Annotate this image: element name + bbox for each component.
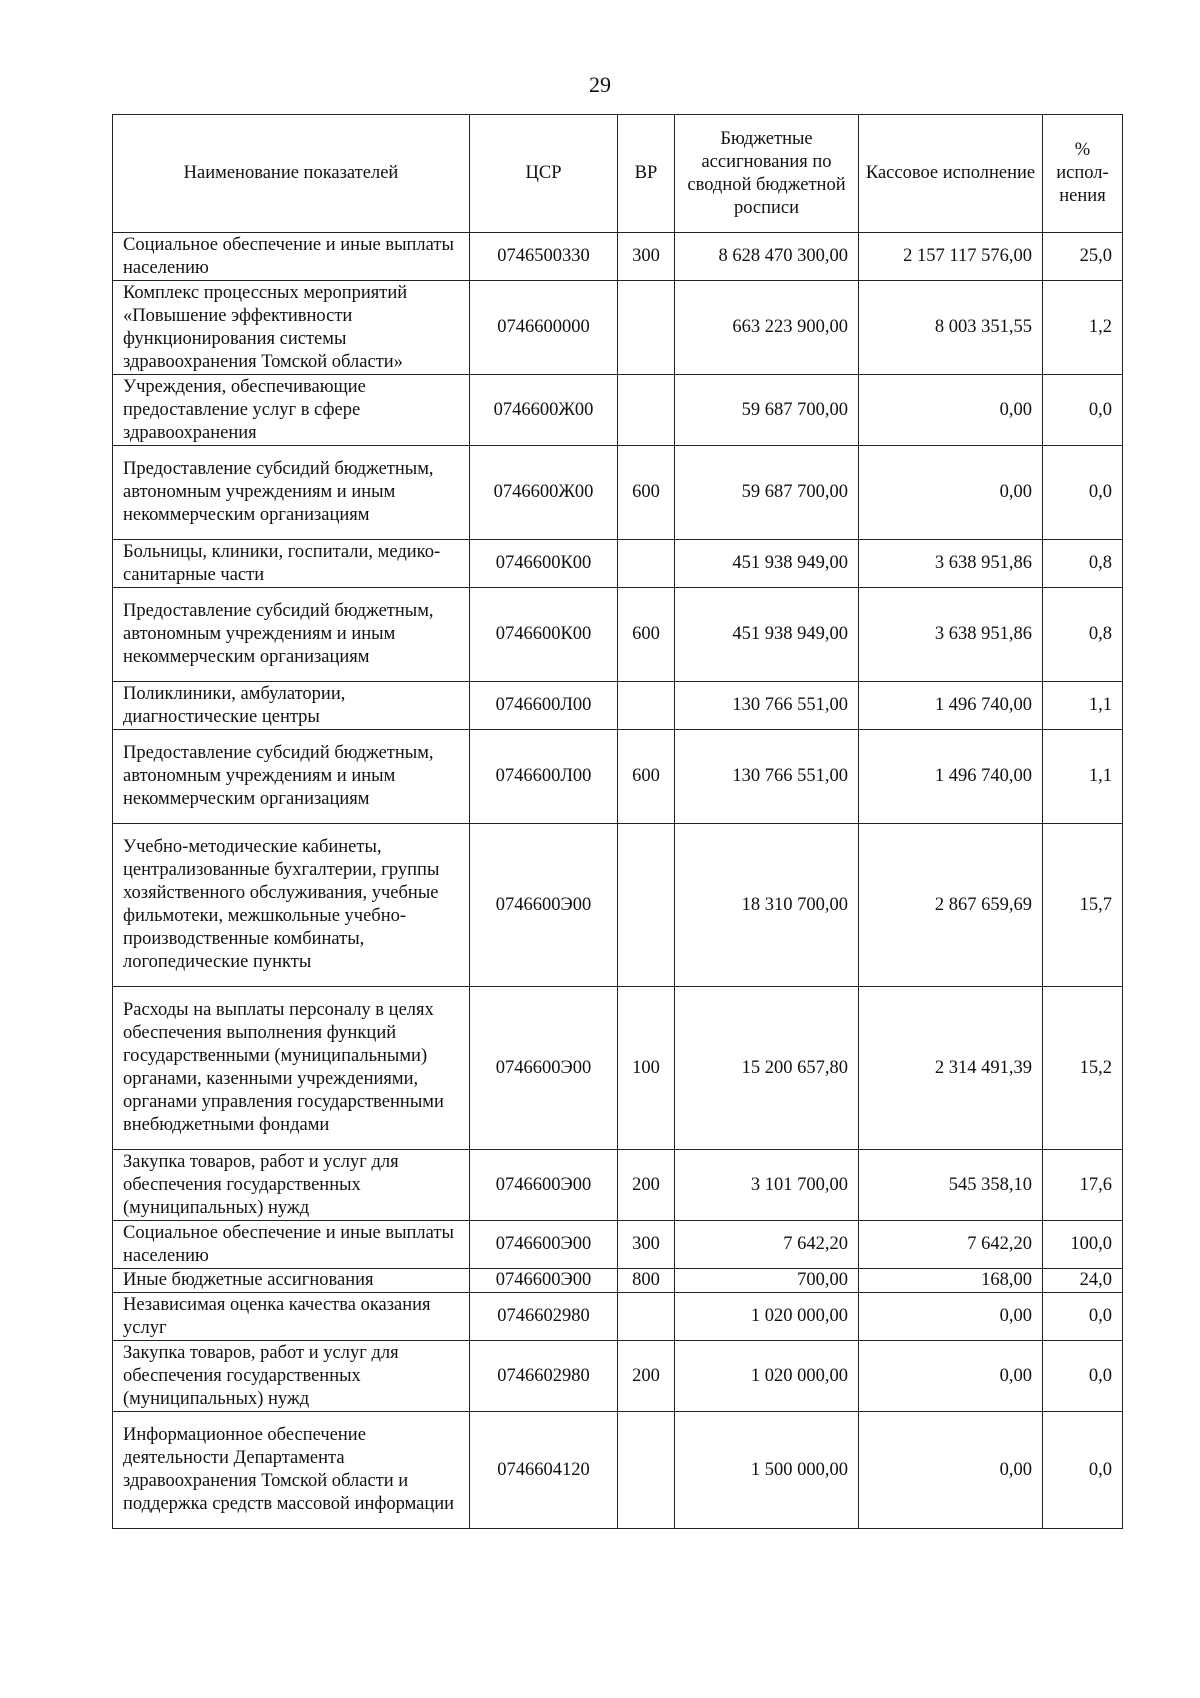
table-row bbox=[113, 1293, 1123, 1341]
cell-execution: 3 638 951,86 bbox=[859, 540, 1043, 588]
cell-assignments: 1 500 000,00 bbox=[675, 1412, 859, 1529]
cell-execution: 7 642,20 bbox=[859, 1221, 1043, 1269]
cell-percent: 1,1 bbox=[1043, 730, 1123, 824]
cell-percent: 0,0 bbox=[1043, 1293, 1123, 1341]
cell-csr: 0746602980 bbox=[470, 1341, 618, 1412]
cell-name: Предоставление субсидий бюджетным, автономным учреждениям и иным некоммерческим организациям bbox=[113, 588, 470, 682]
table-row bbox=[113, 588, 1123, 682]
cell-assignments: 8 628 470 300,00 bbox=[675, 233, 859, 281]
cell-vr: 200 bbox=[618, 1341, 675, 1412]
cell-assignments: 451 938 949,00 bbox=[675, 588, 859, 682]
cell-csr: 0746600Э00 bbox=[470, 824, 618, 987]
table-row bbox=[113, 1150, 1123, 1221]
cell-csr: 0746600Э00 bbox=[470, 1150, 618, 1221]
cell-name: Учебно-методические кабинеты, централизованные бухгалтерии, группы хозяйственного обслуживания, учебные фильмотеки, межшкольные учебно-производственные комбинаты, логопедические пункты bbox=[113, 824, 470, 987]
cell-execution: 2 867 659,69 bbox=[859, 824, 1043, 987]
cell-name: Информационное обеспечение деятельности Департамента здравоохранения Томской области и поддержка средств массовой информации bbox=[113, 1412, 470, 1529]
cell-execution: 2 157 117 576,00 bbox=[859, 233, 1043, 281]
cell-csr: 0746600Л00 bbox=[470, 730, 618, 824]
cell-percent: 0,8 bbox=[1043, 540, 1123, 588]
cell-name: Социальное обеспечение и иные выплаты населению bbox=[113, 1221, 470, 1269]
cell-csr: 0746602980 bbox=[470, 1293, 618, 1341]
cell-name: Комплекс процессных мероприятий «Повышение эффективности функционирования системы здравоохранения Томской области» bbox=[113, 281, 470, 375]
cell-name: Предоставление субсидий бюджетным, автономным учреждениям и иным некоммерческим организациям bbox=[113, 446, 470, 540]
cell-percent: 24,0 bbox=[1043, 1269, 1123, 1293]
table-row bbox=[113, 824, 1123, 987]
cell-vr: 600 bbox=[618, 730, 675, 824]
table-row bbox=[113, 1221, 1123, 1269]
cell-assignments: 700,00 bbox=[675, 1269, 859, 1293]
cell-assignments: 3 101 700,00 bbox=[675, 1150, 859, 1221]
cell-vr bbox=[618, 824, 675, 987]
header-csr: ЦСР bbox=[470, 115, 618, 233]
table-row bbox=[113, 375, 1123, 446]
cell-name: Независимая оценка качества оказания услуг bbox=[113, 1293, 470, 1341]
budget-execution-table bbox=[112, 114, 1123, 1529]
table-row bbox=[113, 446, 1123, 540]
header-vr: ВР bbox=[618, 115, 675, 233]
cell-percent: 0,8 bbox=[1043, 588, 1123, 682]
cell-percent: 0,0 bbox=[1043, 375, 1123, 446]
cell-execution: 0,00 bbox=[859, 375, 1043, 446]
cell-vr: 600 bbox=[618, 446, 675, 540]
cell-name: Предоставление субсидий бюджетным, автономным учреждениям и иным некоммерческим организациям bbox=[113, 730, 470, 824]
cell-percent: 0,0 bbox=[1043, 446, 1123, 540]
cell-percent: 100,0 bbox=[1043, 1221, 1123, 1269]
cell-name: Закупка товаров, работ и услуг для обеспечения государственных (муниципальных) нужд bbox=[113, 1341, 470, 1412]
cell-vr: 200 bbox=[618, 1150, 675, 1221]
cell-name: Поликлиники, амбулатории, диагностические центры bbox=[113, 682, 470, 730]
table-row bbox=[113, 1412, 1123, 1529]
cell-assignments: 1 020 000,00 bbox=[675, 1293, 859, 1341]
header-name: Наименование показателей bbox=[113, 115, 470, 233]
cell-execution: 168,00 bbox=[859, 1269, 1043, 1293]
cell-percent: 25,0 bbox=[1043, 233, 1123, 281]
cell-assignments: 59 687 700,00 bbox=[675, 446, 859, 540]
cell-name: Учреждения, обеспечивающие предоставление услуг в сфере здравоохранения bbox=[113, 375, 470, 446]
cell-percent: 0,0 bbox=[1043, 1341, 1123, 1412]
table-row bbox=[113, 233, 1123, 281]
cell-name: Больницы, клиники, госпитали, медико-санитарные части bbox=[113, 540, 470, 588]
cell-vr bbox=[618, 540, 675, 588]
cell-percent: 17,6 bbox=[1043, 1150, 1123, 1221]
cell-assignments: 1 020 000,00 bbox=[675, 1341, 859, 1412]
cell-execution: 2 314 491,39 bbox=[859, 987, 1043, 1150]
cell-execution: 0,00 bbox=[859, 1341, 1043, 1412]
cell-execution: 545 358,10 bbox=[859, 1150, 1043, 1221]
header-percent: % испол-нения bbox=[1043, 115, 1123, 233]
cell-vr bbox=[618, 1293, 675, 1341]
table-row bbox=[113, 281, 1123, 375]
cell-csr: 0746600Э00 bbox=[470, 1269, 618, 1293]
cell-assignments: 7 642,20 bbox=[675, 1221, 859, 1269]
cell-csr: 0746600К00 bbox=[470, 540, 618, 588]
cell-name: Иные бюджетные ассигнования bbox=[113, 1269, 470, 1293]
header-execution: Кассовое исполнение bbox=[859, 115, 1043, 233]
cell-assignments: 130 766 551,00 bbox=[675, 682, 859, 730]
cell-execution: 0,00 bbox=[859, 446, 1043, 540]
cell-csr: 0746600Л00 bbox=[470, 682, 618, 730]
cell-name: Закупка товаров, работ и услуг для обеспечения государственных (муниципальных) нужд bbox=[113, 1150, 470, 1221]
cell-csr: 0746500330 bbox=[470, 233, 618, 281]
cell-vr bbox=[618, 682, 675, 730]
cell-vr bbox=[618, 1412, 675, 1529]
cell-vr: 800 bbox=[618, 1269, 675, 1293]
cell-percent: 1,2 bbox=[1043, 281, 1123, 375]
table-row bbox=[113, 540, 1123, 588]
page-number: 29 bbox=[589, 72, 611, 97]
cell-vr: 600 bbox=[618, 588, 675, 682]
cell-csr: 0746604120 bbox=[470, 1412, 618, 1529]
table-row bbox=[113, 1341, 1123, 1412]
cell-execution: 0,00 bbox=[859, 1412, 1043, 1529]
cell-csr: 0746600Э00 bbox=[470, 1221, 618, 1269]
cell-csr: 0746600000 bbox=[470, 281, 618, 375]
cell-csr: 0746600Ж00 bbox=[470, 446, 618, 540]
cell-percent: 1,1 bbox=[1043, 682, 1123, 730]
cell-vr: 300 bbox=[618, 233, 675, 281]
cell-assignments: 451 938 949,00 bbox=[675, 540, 859, 588]
cell-csr: 0746600К00 bbox=[470, 588, 618, 682]
cell-execution: 8 003 351,55 bbox=[859, 281, 1043, 375]
header-assignments: Бюджетные ассигнования по сводной бюджетной росписи bbox=[675, 115, 859, 233]
cell-vr bbox=[618, 375, 675, 446]
cell-percent: 15,7 bbox=[1043, 824, 1123, 987]
cell-execution: 0,00 bbox=[859, 1293, 1043, 1341]
cell-execution: 1 496 740,00 bbox=[859, 730, 1043, 824]
cell-execution: 3 638 951,86 bbox=[859, 588, 1043, 682]
table-row bbox=[113, 730, 1123, 824]
cell-vr: 300 bbox=[618, 1221, 675, 1269]
cell-name: Социальное обеспечение и иные выплаты населению bbox=[113, 233, 470, 281]
cell-csr: 0746600Ж00 bbox=[470, 375, 618, 446]
cell-assignments: 15 200 657,80 bbox=[675, 987, 859, 1150]
cell-assignments: 18 310 700,00 bbox=[675, 824, 859, 987]
table-row bbox=[113, 682, 1123, 730]
cell-name: Расходы на выплаты персоналу в целях обеспечения выполнения функций государственными (муниципальными) органами, казенными учреждениями, органами управления государственными внебюджетными фондами bbox=[113, 987, 470, 1150]
cell-assignments: 663 223 900,00 bbox=[675, 281, 859, 375]
table-header-row bbox=[113, 115, 1123, 233]
cell-assignments: 130 766 551,00 bbox=[675, 730, 859, 824]
cell-csr: 0746600Э00 bbox=[470, 987, 618, 1150]
cell-execution: 1 496 740,00 bbox=[859, 682, 1043, 730]
cell-assignments: 59 687 700,00 bbox=[675, 375, 859, 446]
cell-percent: 0,0 bbox=[1043, 1412, 1123, 1529]
table-row bbox=[113, 1269, 1123, 1293]
cell-percent: 15,2 bbox=[1043, 987, 1123, 1150]
cell-vr: 100 bbox=[618, 987, 675, 1150]
cell-vr bbox=[618, 281, 675, 375]
table-row bbox=[113, 987, 1123, 1150]
